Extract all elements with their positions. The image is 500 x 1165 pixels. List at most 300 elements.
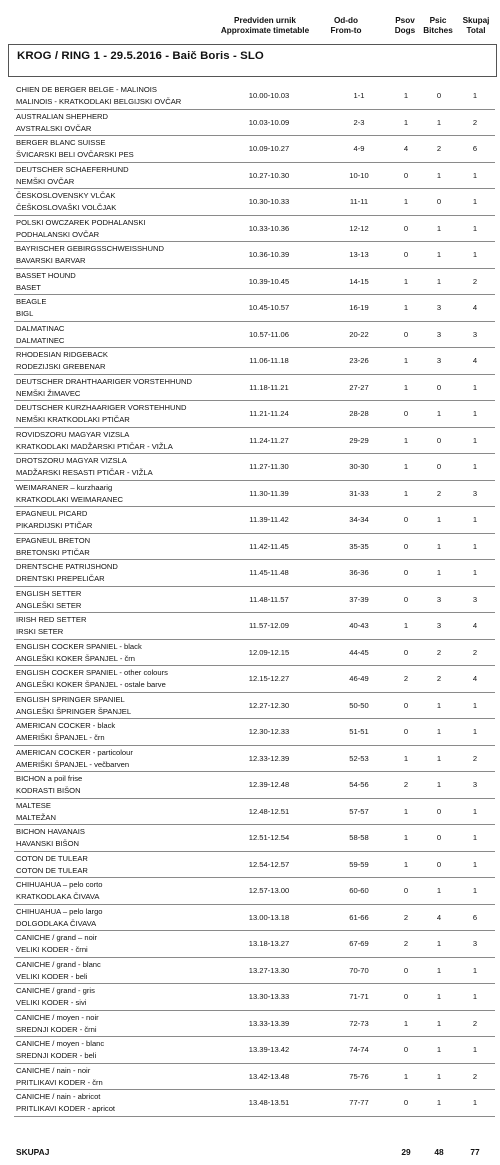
breed-name: COTON DE TULEAR	[16, 853, 88, 863]
dogs-count: 0	[403, 700, 409, 710]
dogs-count: 0	[403, 965, 409, 975]
time-slot: 11.30-11.39	[249, 488, 289, 498]
bitches-count: 0	[436, 462, 442, 471]
breed-name-local: RODEZIJSKI GREBENAR	[16, 362, 106, 371]
dogs-count: 0	[403, 647, 409, 657]
time-slot: 11.42-11.45	[249, 541, 289, 551]
table-row	[14, 693, 495, 720]
catalogue-range: 60-60	[349, 886, 369, 895]
dogs-count: 1	[403, 1018, 409, 1028]
breed-name: DROTSZORU MAGYAR VIZSLA	[16, 456, 127, 465]
bitches-count: 1	[436, 700, 442, 710]
total-count: 1	[472, 515, 478, 524]
breed-name: BEAGLE	[16, 297, 47, 306]
breed-name: BASSET HOUND	[16, 270, 76, 280]
dogs-count: 2	[403, 780, 409, 789]
total-count: 4	[472, 674, 478, 683]
table-row	[14, 825, 495, 852]
time-slot: 12.48-12.51	[248, 806, 290, 816]
dogs-count: 1	[403, 197, 409, 206]
total-count: 4	[472, 621, 478, 630]
breed-name-local: HAVANSKI BIŠON	[16, 839, 80, 848]
time-slot: 10.39-10.45	[248, 276, 290, 286]
total-count: 3	[472, 594, 478, 604]
breed-name-local: ANGLEŠKI KOKER ŠPANJEL - črn	[16, 653, 136, 663]
catalogue-range: 37-39	[349, 594, 369, 604]
catalogue-range: 2-3	[353, 117, 365, 127]
catalogue-range: 59-59	[349, 859, 369, 869]
bitches-count: 1	[436, 727, 442, 736]
dogs-count: 1	[403, 462, 409, 471]
time-slot: 11.21-11.24	[249, 409, 289, 418]
table-row	[14, 269, 495, 296]
catalogue-range: 36-36	[349, 568, 369, 577]
time-slot: 12.51-12.54	[248, 833, 290, 842]
table-row	[14, 295, 495, 322]
bitches-count: 1	[436, 886, 442, 895]
breed-name: DEUTSCHER DRAHTHAARIGER VORSTEHHUND	[16, 376, 192, 386]
bitches-count: 1	[436, 1045, 442, 1054]
breed-name-local: DRENTSKI PREPELIČAR	[16, 574, 105, 583]
breed-name: AUSTRALIAN SHEPHERD	[16, 111, 108, 121]
catalogue-range: 61-66	[349, 912, 369, 922]
breed-name-local: DALMATINEC	[16, 335, 65, 345]
breed-name: CHIEN DE BERGER BELGE - MALINOIS	[16, 85, 157, 94]
time-slot: 12.09-12.15	[248, 647, 290, 657]
time-slot: 13.00-13.18	[248, 912, 290, 922]
catalogue-range: 23-26	[349, 356, 369, 365]
dogs-count: 1	[403, 356, 409, 365]
catalogue-range: 31-33	[349, 488, 369, 498]
breed-name-local: ANGLEŠKI SETER	[16, 600, 82, 610]
dogs-count: 0	[403, 992, 409, 1001]
time-slot: 13.42-13.48	[248, 1071, 290, 1081]
total-bitches: 48	[434, 1147, 444, 1157]
total-count: 2	[472, 753, 478, 763]
bitches-count: 3	[436, 303, 442, 312]
time-slot: 12.30-12.33	[248, 727, 290, 736]
breed-name: DEUTSCHER KURZHAARIGER VORSTEHHUND	[16, 403, 187, 412]
bitches-count: 1	[436, 965, 442, 975]
breed-name: DRENTSCHE PATRIJSHOND	[16, 562, 118, 571]
table-row	[14, 772, 495, 799]
breed-name-local: PIKARDIJSKI PTIČAR	[16, 521, 93, 530]
time-slot: 10.57-11.06	[249, 329, 289, 339]
breed-name: CANICHE / grand - blanc	[16, 959, 101, 969]
bitches-count: 2	[436, 488, 442, 498]
total-count: 1	[472, 992, 478, 1001]
dogs-count: 1	[403, 833, 409, 842]
breed-name-local: VELIKI KODER - sivi	[16, 998, 87, 1007]
dogs-count: 1	[403, 91, 409, 100]
table-row	[14, 799, 495, 826]
table-row	[14, 110, 495, 137]
breed-name-local: BASET	[16, 282, 41, 292]
total-dogs: 29	[401, 1147, 411, 1157]
header-bitches-line2: Bitches	[423, 26, 453, 35]
catalogue-range: 40-43	[349, 621, 369, 630]
breed-name: MALTESE	[16, 800, 51, 810]
catalogue-range: 52-53	[349, 753, 369, 763]
bitches-count: 2	[436, 144, 442, 153]
breed-name-local: SREDNJI KODER - beli	[16, 1051, 97, 1060]
catalogue-range: 11-11	[349, 197, 369, 206]
bitches-count: 1	[436, 939, 442, 948]
total-count: 2	[472, 117, 478, 127]
bitches-count: 1	[436, 1018, 442, 1028]
bitches-count: 0	[436, 833, 442, 842]
time-slot: 10.27-10.30	[248, 170, 290, 180]
total-count: 6	[472, 912, 478, 922]
header-bitches	[420, 16, 456, 36]
header-range-line1: Od-do	[333, 16, 359, 25]
dogs-count: 1	[403, 1071, 409, 1081]
bitches-count: 3	[436, 594, 442, 604]
bitches-count: 3	[436, 356, 442, 365]
bitches-count: 4	[436, 912, 442, 922]
total-count: 2	[472, 1018, 478, 1028]
total-count: 1	[472, 409, 478, 418]
catalogue-range: 72-73	[349, 1018, 369, 1028]
time-slot: 11.24-11.27	[249, 435, 289, 445]
table-row	[14, 1064, 495, 1091]
total-count: 2	[472, 1071, 478, 1081]
breed-name-local: SREDNJI KODER - črni	[16, 1024, 97, 1034]
breed-name-local: ANGLEŠKI ŠPRINGER ŠPANJEL	[16, 706, 132, 716]
breed-name-local: PRITLIKAVI KODER - črn	[16, 1077, 103, 1087]
breed-name: BICHON a poil frise	[16, 774, 83, 783]
header-timetable	[215, 16, 315, 36]
catalogue-range: 14-15	[349, 276, 369, 286]
breed-name: CANICHE / moyen - blanc	[16, 1039, 105, 1048]
total-count: 1	[472, 91, 478, 100]
time-slot: 10.03-10.09	[248, 117, 290, 127]
table-row	[14, 454, 495, 481]
breed-name: DEUTSCHER SCHAEFERHUND	[16, 164, 129, 174]
breed-name: EPAGNEUL PICARD	[16, 509, 88, 518]
breed-name: AMERICAN COCKER - particolour	[16, 747, 133, 757]
breed-name: CHIHUAHUA – pelo largo	[16, 906, 103, 916]
catalogue-range: 74-74	[349, 1045, 369, 1054]
bitches-count: 1	[436, 753, 442, 763]
bitches-count: 1	[436, 1098, 442, 1107]
table-row	[14, 1037, 495, 1064]
dogs-count: 1	[403, 859, 409, 869]
total-count: 1	[472, 1045, 478, 1054]
bitches-count: 1	[436, 409, 442, 418]
breed-name-local: AMERIŠKI ŠPANJEL - večbarven	[16, 759, 130, 769]
catalogue-range: 30-30	[349, 462, 369, 471]
bitches-count: 1	[436, 276, 442, 286]
dogs-count: 4	[403, 144, 409, 153]
bitches-count: 0	[436, 806, 442, 816]
dogs-count: 1	[403, 806, 409, 816]
bitches-count: 0	[436, 859, 442, 869]
dogs-count: 0	[403, 329, 409, 339]
bitches-count: 1	[436, 117, 442, 127]
breed-name-local: BIGL	[16, 309, 34, 318]
total-count: 1	[472, 435, 478, 445]
breed-name: BICHON HAVANAIS	[16, 827, 85, 836]
time-slot: 12.27-12.30	[248, 700, 290, 710]
time-slot: 10.33-10.36	[248, 223, 290, 233]
total-count: 3	[472, 939, 478, 948]
catalogue-range: 67-69	[349, 939, 369, 948]
catalogue-range: 58-58	[349, 833, 369, 842]
dogs-count: 2	[403, 912, 409, 922]
bitches-count: 1	[436, 992, 442, 1001]
table-row	[14, 83, 495, 110]
table-row	[14, 1090, 495, 1117]
time-slot: 13.30-13.33	[248, 992, 290, 1001]
catalogue-range: 77-77	[349, 1098, 369, 1107]
total-count: 1	[472, 382, 478, 392]
breed-name-local: MADŽARSKI RESASTI PTIČAR - VIŽLA	[16, 468, 153, 477]
catalogue-range: 50-50	[349, 700, 369, 710]
header-range-line2: From-to	[330, 26, 362, 35]
breed-name: AMERICAN COCKER - black	[16, 721, 116, 730]
table-row	[14, 189, 495, 216]
bitches-count: 2	[436, 647, 442, 657]
total-count: 1	[472, 965, 478, 975]
breed-name: CANICHE / grand - gris	[16, 986, 95, 995]
catalogue-range: 27-27	[349, 382, 369, 392]
total-count: 6	[472, 144, 478, 153]
table-row	[14, 163, 495, 190]
bitches-count: 1	[436, 250, 442, 259]
dogs-count: 1	[403, 435, 409, 445]
bitches-count: 1	[436, 568, 442, 577]
breed-name-local: NEMŠKI OVČAR	[16, 176, 75, 186]
bitches-count: 0	[436, 91, 442, 100]
catalogue-range: 16-19	[349, 303, 369, 312]
breed-name: BAYRISCHER GEBIRGSSCHWEISSHUND	[16, 244, 164, 253]
total-count: 1	[472, 170, 478, 180]
time-slot: 13.18-13.27	[248, 939, 290, 948]
dogs-count: 1	[403, 382, 409, 392]
catalogue-range: 20-22	[349, 329, 369, 339]
total-count: 1	[472, 223, 478, 233]
breed-name: RHODESIAN RIDGEBACK	[16, 350, 108, 359]
total-count: 2	[472, 647, 478, 657]
table-row	[14, 878, 495, 905]
time-slot: 12.33-12.39	[248, 753, 290, 763]
total-count: 1	[472, 541, 478, 551]
breed-name-local: VELIKI KODER - črni	[16, 945, 88, 954]
catalogue-range: 75-76	[349, 1071, 369, 1081]
total-count: 1	[472, 859, 478, 869]
breed-name-local: KRATKODLAKI WEIMARANEC	[16, 494, 124, 504]
total-count: 1	[472, 568, 478, 577]
breed-name-local: DOLGODLAKA ČIVAVA	[16, 918, 97, 928]
breed-name: ROVIDSZORU MAGYAR VIZSLA	[16, 429, 130, 439]
header-timetable-line1: Predviden urnik	[234, 16, 296, 25]
dogs-count: 1	[403, 117, 409, 127]
dogs-count: 1	[403, 753, 409, 763]
catalogue-range: 29-29	[349, 435, 369, 445]
time-slot: 11.45-11.48	[249, 568, 289, 577]
dogs-count: 0	[403, 568, 409, 577]
catalogue-range: 51-51	[349, 727, 369, 736]
header-dogs-line2: Dogs	[394, 26, 416, 35]
breed-name: ENGLISH COCKER SPANIEL - black	[16, 641, 142, 651]
table-row	[14, 216, 495, 243]
total-count: 1	[472, 197, 478, 206]
header-range	[326, 16, 366, 36]
total-count: 3	[472, 329, 478, 339]
time-slot: 10.00-10.03	[248, 91, 290, 100]
table-row	[14, 931, 495, 958]
dogs-count: 0	[403, 223, 409, 233]
dogs-count: 0	[403, 886, 409, 895]
time-slot: 11.57-12.09	[249, 621, 289, 630]
table-row	[14, 136, 495, 163]
table-row	[14, 746, 495, 773]
table-row	[14, 507, 495, 534]
total-row	[14, 1145, 495, 1159]
total-count: 4	[472, 303, 478, 312]
total-count: 4	[472, 356, 478, 365]
breed-name: POLSKI OWCZAREK PODHALANSKI	[16, 217, 146, 227]
catalogue-range: 4-9	[353, 144, 365, 153]
breed-name-local: KRATKODLAKI MADŽARSKI PTIČAR - VIŽLA	[16, 441, 173, 451]
header-bitches-line1: Psic	[429, 16, 447, 25]
total-count: 1	[472, 700, 478, 710]
table-row	[14, 242, 495, 269]
dogs-count: 0	[403, 1045, 409, 1054]
bitches-count: 3	[436, 621, 442, 630]
table-row	[14, 1011, 495, 1038]
time-slot: 12.57-13.00	[248, 886, 290, 895]
dogs-count: 2	[403, 674, 409, 683]
breed-name-local: IRSKI SETER	[16, 627, 64, 636]
ring-title-box	[8, 44, 497, 77]
time-slot: 10.36-10.39	[248, 250, 290, 259]
catalogue-range: 12-12	[349, 223, 369, 233]
bitches-count: 3	[436, 329, 442, 339]
breed-name: BERGER BLANC SUISSE	[16, 138, 106, 147]
time-slot: 11.06-11.18	[249, 356, 289, 365]
breed-name: CANICHE / grand – noir	[16, 933, 98, 942]
bitches-count: 0	[436, 197, 442, 206]
total-count: 1	[472, 833, 478, 842]
bitches-count: 0	[436, 435, 442, 445]
breed-name-local: ANGLEŠKI KOKER ŠPANJEL - ostale barve	[16, 680, 166, 689]
table-row	[14, 322, 495, 349]
time-slot: 12.54-12.57	[248, 859, 290, 869]
table-row	[14, 958, 495, 985]
catalogue-range: 70-70	[349, 965, 369, 975]
table-row	[14, 534, 495, 561]
table-row	[14, 640, 495, 667]
time-slot: 10.45-10.57	[248, 303, 290, 312]
total-label: SKUPAJ	[16, 1147, 50, 1157]
catalogue-range: 10-10	[349, 170, 369, 180]
breed-name: ENGLISH COCKER SPANIEL - other colours	[16, 668, 168, 677]
table-row	[14, 481, 495, 508]
breed-name-local: MALTEŽAN	[16, 812, 56, 822]
time-slot: 13.33-13.39	[248, 1018, 290, 1028]
header-total-line1: Skupaj	[462, 16, 490, 25]
catalogue-range: 34-34	[349, 515, 369, 524]
table-row	[14, 375, 495, 402]
dogs-count: 1	[403, 276, 409, 286]
table-row	[14, 348, 495, 375]
breed-name: ENGLISH SPRINGER SPANIEL	[16, 694, 125, 704]
dogs-count: 0	[403, 541, 409, 551]
catalogue-range: 13-13	[349, 250, 369, 259]
bitches-count: 1	[436, 170, 442, 180]
total-count: 1	[472, 462, 478, 471]
breed-name-local: PODHALANSKI OVČAR	[16, 229, 100, 239]
breed-name: CANICHE / nain - abricot	[16, 1092, 101, 1101]
time-slot: 12.39-12.48	[248, 780, 290, 789]
breed-name-local: KRATKODLAKA ČIVAVA	[16, 892, 100, 901]
breed-name: CANICHE / moyen - noir	[16, 1012, 99, 1022]
dogs-count: 0	[403, 1098, 409, 1107]
catalogue-range: 1-1	[353, 91, 365, 100]
breed-name-local: ŠVICARSKI BELI OVČARSKI PES	[16, 150, 134, 159]
total-count: 1	[472, 806, 478, 816]
dogs-count: 1	[403, 303, 409, 312]
table-row	[14, 587, 495, 614]
table-row	[14, 984, 495, 1011]
total-count: 1	[472, 1098, 478, 1107]
time-slot: 10.30-10.33	[248, 197, 290, 206]
time-slot: 12.15-12.27	[248, 674, 290, 683]
table-row	[14, 428, 495, 455]
bitches-count: 1	[436, 515, 442, 524]
dogs-count: 0	[403, 727, 409, 736]
breed-name-local: VELIKI KODER - beli	[16, 971, 88, 981]
dogs-count: 0	[403, 409, 409, 418]
header-dogs	[390, 16, 420, 36]
table-row	[14, 666, 495, 693]
time-slot: 13.27-13.30	[248, 965, 290, 975]
total-count: 3	[472, 780, 478, 789]
bitches-count: 1	[436, 780, 442, 789]
total-count: 1	[472, 886, 478, 895]
table-row	[14, 719, 495, 746]
table-row	[14, 560, 495, 587]
catalogue-range: 57-57	[349, 806, 369, 816]
catalogue-range: 44-45	[349, 647, 369, 657]
breed-name: WEIMARANER – kurzhaarig	[16, 482, 113, 492]
breed-name: EPAGNEUL BRETON	[16, 535, 91, 545]
dogs-count: 2	[403, 939, 409, 948]
breed-name-local: AMERIŠKI ŠPANJEL - črn	[16, 733, 105, 742]
table-row	[14, 905, 495, 932]
table-row	[14, 401, 495, 428]
breed-name: ENGLISH SETTER	[16, 588, 82, 598]
time-slot: 13.48-13.51	[248, 1098, 290, 1107]
bitches-count: 1	[436, 1071, 442, 1081]
breed-name-local: PRITLIKAVI KODER - apricot	[16, 1104, 116, 1113]
bitches-count: 1	[436, 541, 442, 551]
total-count: 2	[472, 276, 478, 286]
header-total-line2: Total	[466, 26, 486, 35]
breed-name-local: MALINOIS - KRATKODLAKI BELGIJSKI OVČAR	[16, 97, 182, 106]
total-total: 77	[470, 1147, 480, 1157]
dogs-count: 0	[403, 250, 409, 259]
breed-name: CHIHUAHUA – pelo corto	[16, 880, 103, 889]
breed-name-local: AVSTRALSKI OVČAR	[16, 123, 92, 133]
time-slot: 13.39-13.42	[248, 1045, 290, 1054]
breed-name: DALMATINAC	[16, 323, 65, 333]
catalogue-range: 46-49	[349, 674, 369, 683]
bitches-count: 1	[436, 223, 442, 233]
table-row	[14, 852, 495, 879]
